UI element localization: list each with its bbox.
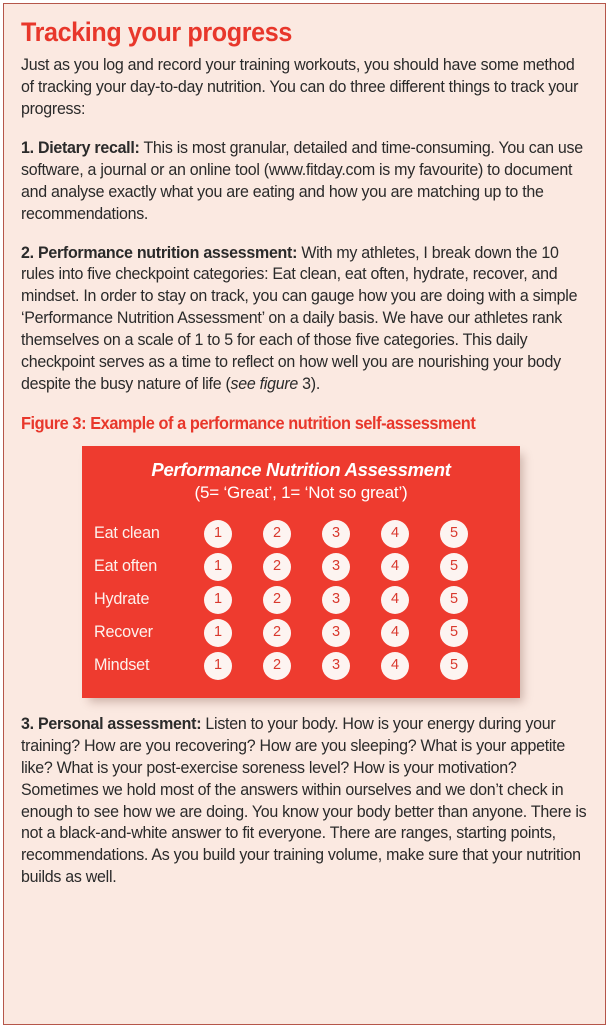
assessment-row-label: Eat clean — [94, 524, 160, 543]
assessment-row — [82, 649, 520, 682]
assessment-rating-options — [204, 586, 468, 614]
item-3-label: 3. Personal assessment: — [21, 715, 202, 734]
rating-option[interactable]: 1 — [204, 553, 232, 581]
assessment-row-label: Mindset — [94, 656, 150, 675]
intro-text: Just as you log and record your training workouts, you should have some method of tracking your day-to-day nutrition. You can do three different things to track your progress: — [21, 56, 579, 119]
item-2-text-b: 3). — [297, 374, 320, 393]
rating-option[interactable]: 1 — [204, 520, 232, 548]
assessment-row-label: Hydrate — [94, 590, 150, 609]
assessment-row — [82, 517, 520, 550]
figure-3 — [21, 446, 588, 698]
rating-option[interactable]: 4 — [381, 619, 409, 647]
rating-option[interactable]: 5 — [440, 553, 468, 581]
item-2-text-a: With my athletes, I break down the 10 rules into five checkpoint categories: Eat clean, eat often, hydrate, recover, and mindset. In order to stay on track, you can gauge how you are doing with a simple ‘Performance Nutrition Assessment’ on a daily basis. We have our athletes rank themselves on a scale of 1 to 5 for each of those five categories. This daily checkpoint serves as a time to reflect on how well you are nourishing your body despite the busy nature of life ( — [21, 243, 578, 393]
assessment-row — [82, 550, 520, 583]
item-2-label: 2. Performance nutrition assessment: — [21, 243, 298, 262]
rating-option[interactable]: 1 — [204, 619, 232, 647]
assessment-row-label: Recover — [94, 623, 153, 642]
rating-option[interactable]: 3 — [322, 520, 350, 548]
rating-option[interactable]: 3 — [322, 553, 350, 581]
rating-option[interactable]: 2 — [263, 619, 291, 647]
assessment-row-label: Eat often — [94, 557, 157, 576]
assessment-rows — [82, 517, 520, 682]
rating-option[interactable]: 3 — [322, 586, 350, 614]
assessment-rating-options — [204, 619, 468, 647]
page-content — [4, 4, 605, 889]
intro-paragraph — [21, 55, 588, 121]
rating-option[interactable]: 3 — [322, 619, 350, 647]
item-3-paragraph — [21, 714, 588, 889]
rating-option[interactable]: 1 — [204, 586, 232, 614]
item-1-paragraph — [21, 138, 588, 226]
figure-reference: see figure — [230, 374, 298, 393]
assessment-subtitle: (5= ‘Great’, 1= ‘Not so great’) — [194, 482, 408, 502]
item-3-text: Listen to your body. How is your energy during your training? How are you recovering? How are you sleeping? What is your appetite like? What is your post-exercise soreness level? How is your motivation? Sometimes we hold most of the answers within ourselves and we don’t check in enough to see how we are doing. You know your body better than anyone. There is not a black-and-white answer to fit everyone. There are ranges, starting points, recommendations. As you build your training volume, make sure that your nutrition builds as well. — [21, 715, 587, 887]
assessment-title: Performance Nutrition Assessment — [151, 458, 451, 480]
assessment-row — [82, 583, 520, 616]
rating-option[interactable]: 4 — [381, 652, 409, 680]
rating-option[interactable]: 5 — [440, 586, 468, 614]
rating-option[interactable]: 2 — [263, 520, 291, 548]
assessment-row — [82, 616, 520, 649]
rating-option[interactable]: 5 — [440, 652, 468, 680]
rating-option[interactable]: 3 — [322, 652, 350, 680]
assessment-rating-options — [204, 520, 468, 548]
assessment-rating-options — [204, 553, 468, 581]
assessment-rating-options — [204, 652, 468, 680]
article-page — [3, 3, 606, 1025]
rating-option[interactable]: 2 — [263, 553, 291, 581]
rating-option[interactable]: 4 — [381, 520, 409, 548]
rating-option[interactable]: 5 — [440, 619, 468, 647]
rating-option[interactable]: 1 — [204, 652, 232, 680]
item-1-label: 1. Dietary recall: — [21, 139, 140, 158]
rating-option[interactable]: 5 — [440, 520, 468, 548]
item-1-text: This is most granular, detailed and time-consuming. You can use software, a journal or an online tool (www.fitday.com is my favourite) to document and analyse exactly what you are eating and how you are matching up to the recommendations. — [21, 139, 583, 223]
item-2-paragraph — [21, 243, 588, 396]
rating-option[interactable]: 2 — [263, 586, 291, 614]
rating-option[interactable]: 4 — [381, 586, 409, 614]
page-title: Tracking your progress — [21, 17, 292, 47]
figure-caption: Figure 3: Example of a performance nutrition self-assessment — [21, 412, 476, 433]
assessment-box — [82, 446, 520, 698]
rating-option[interactable]: 4 — [381, 553, 409, 581]
rating-option[interactable]: 2 — [263, 652, 291, 680]
